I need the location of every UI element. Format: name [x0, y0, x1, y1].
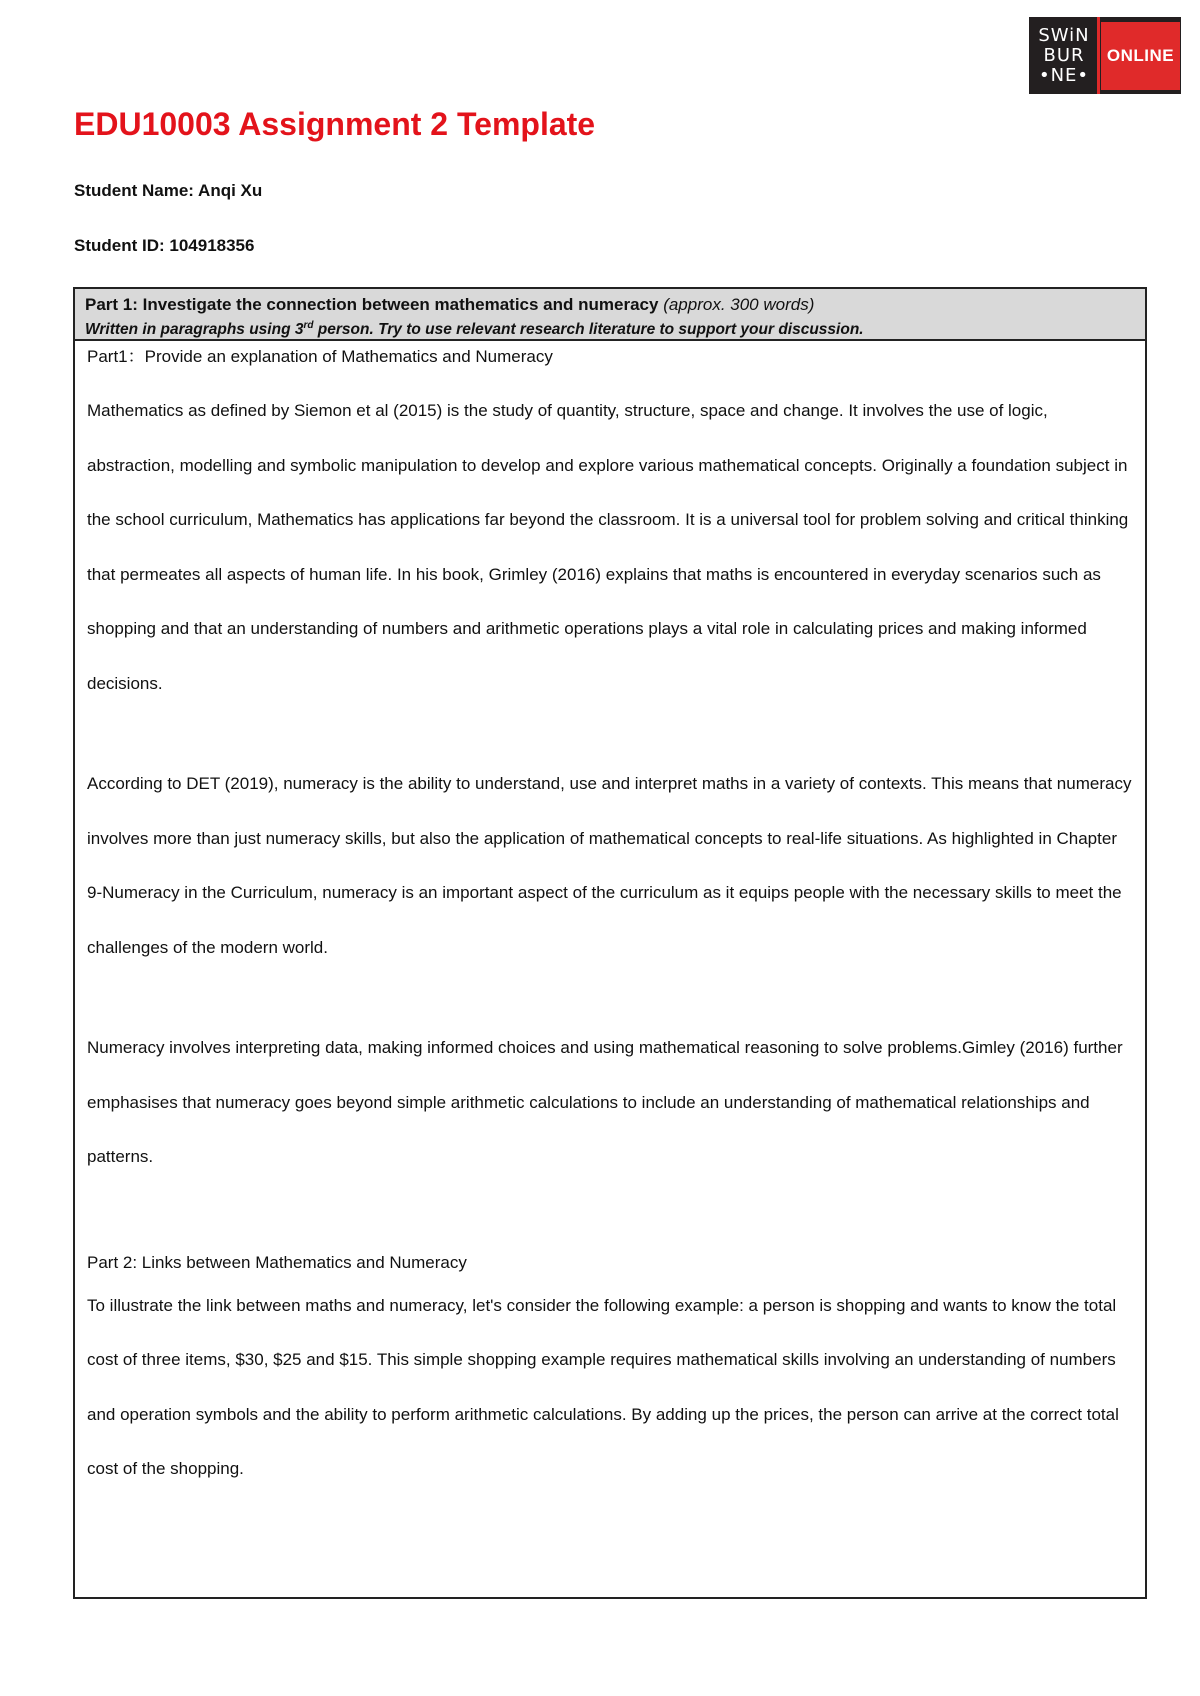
paragraph-mathematics: Mathematics as defined by Siemon et al (2015) is the study of quantity, structure, space and change. It involves the use of logic, abstraction, modelling and symbolic manipulation to develop and explore various mathematical concepts. Originally a foundation subject in the school curriculum, Mathematics has applications far beyond the classroom. It is a universal tool for problem solving and critical thinking that permeates all aspects of human life. In his book, Grimley (2016) explains that maths is encountered in everyday scenarios such as shopping and that an understanding of numbers and arithmetic operations plays a vital role in calculating prices and making informed decisions.	[87, 401, 1129, 693]
logo-online-tag	[1097, 17, 1181, 94]
paragraph-shopping-example: To illustrate the link between maths and numeracy, let's consider the following example: a person is shopping and wants to know the total cost of three items, $30, $25 and $15. This simple shopping example requires mathematical skills involving an understanding of numbers and operation symbols and the ability to perform arithmetic calculations. By adding up the prices, the person can arrive at the correct total cost of the shopping.	[87, 1295, 1119, 1478]
answer-body	[75, 341, 1145, 1497]
table-header	[75, 289, 1145, 341]
swinburne-online-logo	[1029, 17, 1181, 94]
logo-online-label: ONLINE	[1101, 22, 1180, 90]
logo-line-2: BUR	[1043, 44, 1085, 66]
part1-question-text: Part 1: Investigate the connection between mathematics and numeracy	[85, 295, 659, 314]
student-name: Student Name: Anqi Xu	[74, 181, 263, 200]
student-id: Student ID: 104918356	[74, 236, 255, 255]
part2-subheading: Part 2: Links between Mathematics and Numeracy	[87, 1252, 467, 1272]
page-title: EDU10003 Assignment 2 Template	[74, 106, 596, 142]
logo-wordmark	[1029, 26, 1097, 86]
instruction-post: person. Try to use relevant research literature to support your discussion.	[313, 321, 864, 339]
assignment-table	[73, 287, 1147, 1599]
paragraph-numeracy-reasoning: Numeracy involves interpreting data, making informed choices and using mathematical reasoning to solve problems.Gimley (2016) further emphasises that numeracy goes beyond simple arithmetic calculations to include an understanding of mathematical relationships and patterns.	[87, 1038, 1123, 1166]
logo-line-3: •NE•	[1038, 64, 1090, 86]
instruction-pre: Written in paragraphs using 3	[85, 321, 304, 339]
word-count-note: (approx. 300 words)	[663, 295, 815, 314]
instruction-line	[85, 315, 1135, 340]
instruction-sup: rd	[303, 320, 314, 331]
paragraph-numeracy: According to DET (2019), numeracy is the ability to understand, use and interpret maths in a variety of contexts. This means that numeracy involves more than just numeracy skills, but also the application of mathematical concepts to real-life situations. As highlighted in Chapter 9-Numeracy in the Curriculum, numeracy is an important aspect of the curriculum as it equips people with the necessary skills to meet the challenges of the modern world.	[87, 774, 1132, 957]
part1-subheading: Part1：Provide an explanation of Mathematics and Numeracy	[87, 347, 553, 366]
part1-question	[85, 294, 1135, 315]
logo-line-1: SWiN	[1038, 24, 1090, 46]
